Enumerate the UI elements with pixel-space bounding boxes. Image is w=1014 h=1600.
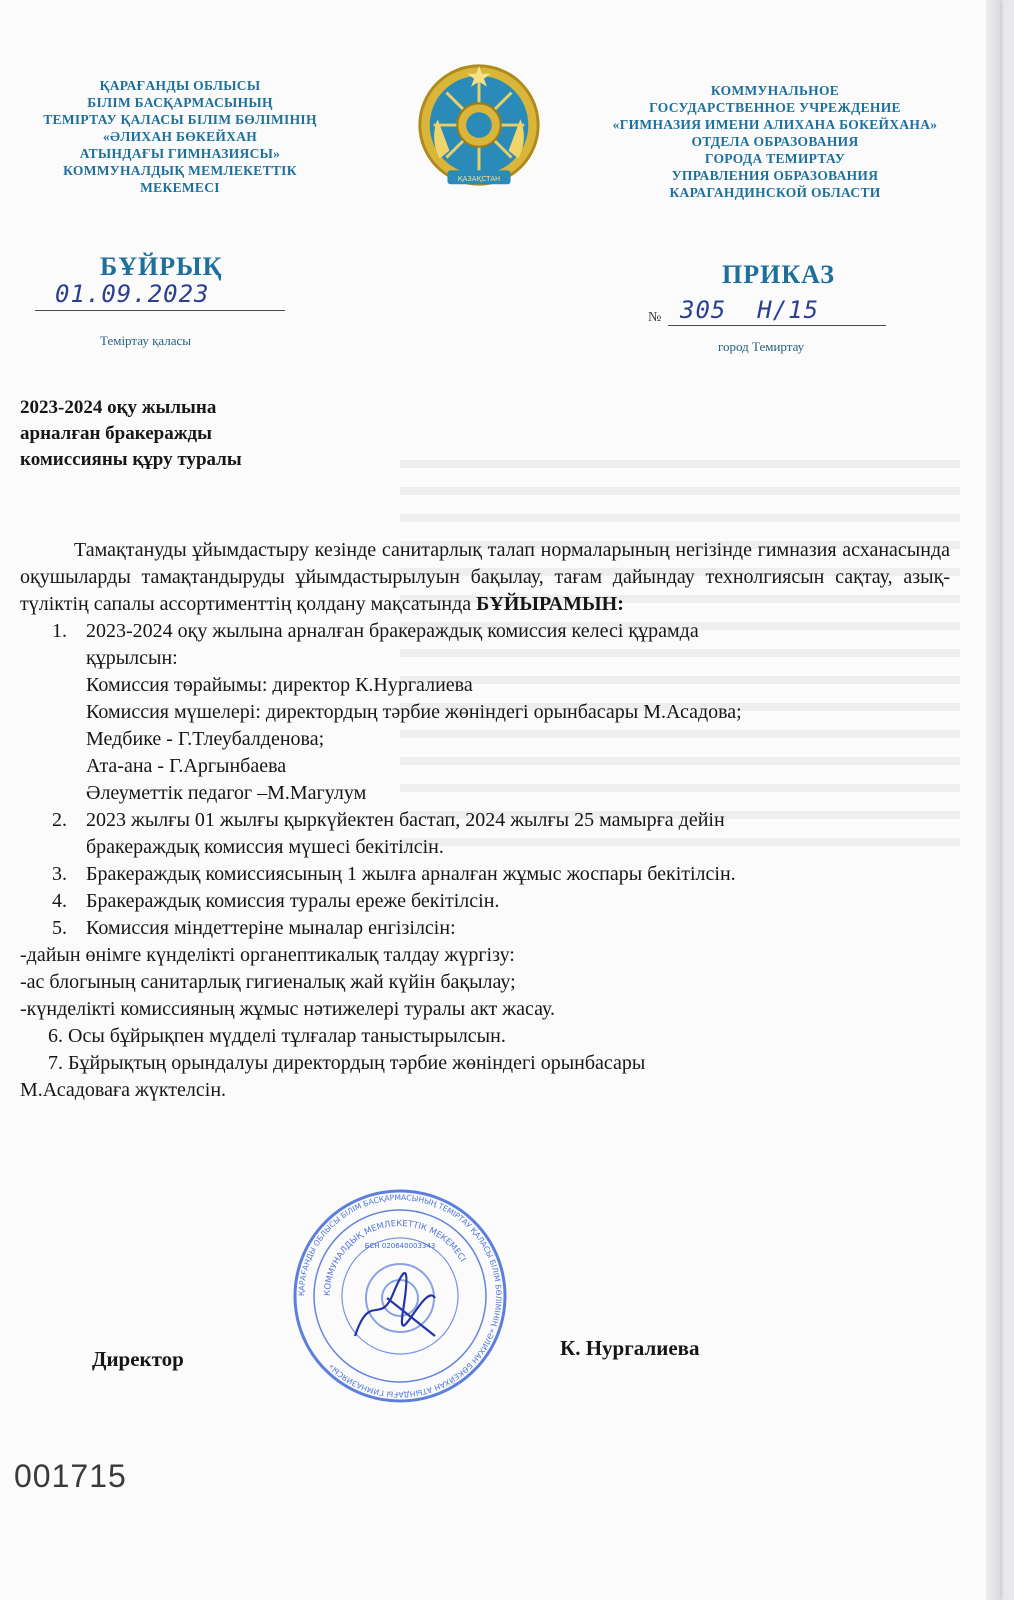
order-item [20, 618, 950, 807]
header-left-line: ҚАРАҒАНДЫ ОБЛЫСЫ [99, 78, 261, 93]
header-left-line: КОММУНАЛДЫҚ МЕМЛЕКЕТТІК [63, 163, 297, 178]
header-right-line: ОТДЕЛА ОБРАЗОВАНИЯ [691, 134, 859, 149]
item-6: 6. Осы бұйрықпен мүдделі тұлғалар таныстырылсын. [48, 1025, 506, 1047]
item-7-line1: 7. Бұйрықтың орындалуы директордың тәрбие жөніндегі орынбасары [48, 1052, 646, 1074]
header-left-line: ТЕМІРТАУ ҚАЛАСЫ БІЛІМ БӨЛІМІНІҢ [43, 112, 317, 127]
order-title-ru: ПРИКАЗ [722, 260, 836, 289]
item-number: 2. [52, 809, 67, 831]
item-line: Бракераждық комиссия туралы ереже бекітілсін. [86, 890, 500, 912]
city-kz: Теміртау қаласы [100, 333, 192, 348]
order-body [20, 537, 950, 1104]
stamp-outer-text: ҚАРАҒАНДЫ ОБЛЫСЫ БІЛІМ БАСҚАРМАСЫНЫҢ ТЕМІРТАУ ҚАЛАСЫ БІЛІМ БӨЛІМІНІҢ «ӘЛИХАН БӨКЕЙХАН АТЫНДАҒЫ ГИМНАЗИЯСЫ» [296, 1192, 504, 1400]
item-line: 2023-2024 оқу жылына арналған бракераждық комиссия келесі құрамда [86, 620, 699, 642]
item-line: Медбике - Г.Тлеубалденова; [86, 728, 325, 750]
preamble-command: БҰЙЫРАМЫН: [476, 593, 624, 615]
item-line: Комиссия міндеттеріне мыналар енгізілсін: [86, 917, 456, 939]
number-prefix: № [648, 310, 662, 325]
item-line: Бракераждық комиссиясының 1 жылға арналған жұмыс жоспары бекітілсін. [86, 863, 736, 885]
item-number: 1. [52, 620, 67, 642]
state-emblem-icon [410, 60, 548, 198]
subject-line: комиссияны құру туралы [20, 449, 242, 470]
header-right-line: ГОРОДА ТЕМИРТАУ [704, 151, 846, 166]
order-item [20, 861, 950, 888]
item-line: Комиссия мүшелері: директордың тәрбие жөніндегі орынбасары М.Асадова; [86, 701, 742, 723]
order-title-kz: БҰЙРЫҚ [100, 252, 223, 281]
header-right-line: КОММУНАЛЬНОЕ [710, 83, 840, 98]
item-line: Комиссия төрайымы: директор К.Нургалиева [86, 674, 473, 696]
signature-name: К. Нургалиева [560, 1336, 700, 1360]
date-underline [35, 310, 285, 311]
duty-line: -дайын өнімге күнделікті органептикалық талдау жүргізу: [20, 944, 515, 966]
preamble [20, 537, 950, 618]
item-line: 2023 жылғы 01 жылғы қыркүйектен бастап, 2024 жылғы 25 мамырға дейін [86, 809, 725, 831]
document-number: 001715 [14, 1458, 127, 1494]
subject-line: 2023-2024 оқу жылына [20, 397, 217, 418]
header-right-line: КАРАГАНДИНСКОЙ ОБЛАСТИ [669, 185, 881, 200]
order-item [20, 807, 950, 861]
item-7-line2: М.Асадоваға жүктелсін. [20, 1079, 227, 1101]
emblem-caption: ҚАЗАҚСТАН [457, 175, 501, 184]
item-number: 4. [52, 890, 67, 912]
header-right-line: УПРАВЛЕНИЯ ОБРАЗОВАНИЯ [671, 168, 879, 183]
header-left-kz [20, 77, 340, 196]
header-right-ru [590, 82, 960, 201]
stamp-bin: БСН 020640003343 [364, 1242, 436, 1250]
item-line: Әлеуметтік педагог –М.Магулум [86, 782, 367, 804]
number-underline [668, 325, 886, 326]
order-date-handwritten: 01.09.2023 [55, 280, 210, 308]
stamp-inner-text: КОММУНАЛДЫҚ МЕМЛЕКЕТТІК МЕКЕМЕСІ [322, 1218, 468, 1297]
subject-line: арналған бракеражды [20, 423, 212, 444]
header-left-line: «ӘЛИХАН БӨКЕЙХАН [102, 129, 258, 144]
order-item [20, 888, 950, 915]
header-left-line: МЕКЕМЕСІ [140, 180, 220, 195]
city-ru: город Темиртау [718, 339, 805, 354]
duty-line: -ас блогының санитарлық гигиеналық жай күйін бақылау; [20, 971, 516, 993]
order-subject [20, 395, 380, 473]
preamble-text: Тамақтануды ұйымдастыру кезінде санитарлық талап нормаларының негізінде гимназия асханасында оқушыларды тамақтандыруды ұйымдастырылуын бақылау, тағам дайындау технолгиясын сақтау, азық-түліктің сапалы ассортименттің қолдану мақсатында [20, 539, 950, 615]
page-edge [986, 0, 1000, 1600]
order-number-handwritten: 305 Н/15 [680, 296, 820, 324]
header-left-line: АТЫНДАҒЫ ГИМНАЗИЯСЫ» [79, 146, 281, 161]
signature-role: Директор [92, 1347, 184, 1371]
header-left-line: БІЛІМ БАСҚАРМАСЫНЫҢ [87, 95, 273, 110]
order-items [20, 618, 950, 942]
item-number: 5. [52, 917, 67, 939]
header-right-line: ГОСУДАРСТВЕННОЕ УЧРЕЖДЕНИЕ [649, 100, 901, 115]
duty-line: -күнделікті комиссияның жұмыс нәтижелері туралы акт жасау. [20, 998, 555, 1020]
order-item [20, 915, 950, 942]
item-line: бракераждық комиссия мүшесі бекітілсін. [86, 836, 444, 858]
item-line: құрылсын: [86, 647, 178, 669]
item-line: Ата-ана - Г.Аргынбаева [86, 755, 287, 777]
header-right-line: «ГИМНАЗИЯ ИМЕНИ АЛИХАНА БОКЕЙХАНА» [612, 117, 938, 132]
official-stamp-icon [285, 1186, 515, 1406]
item-number: 3. [52, 863, 67, 885]
